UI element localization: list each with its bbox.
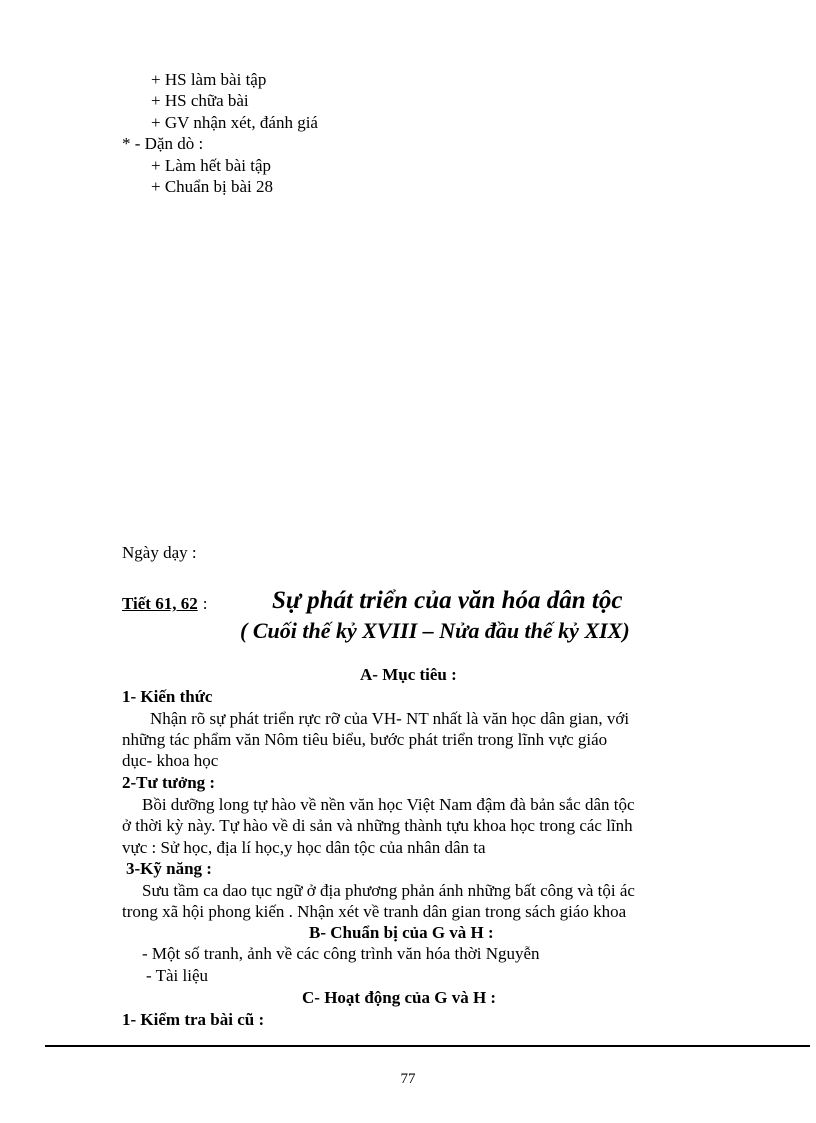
period-colon: : bbox=[202, 594, 208, 613]
skills-line: Sưu tầm ca dao tục ngữ ở địa phương phản ánh những bất công và tội ác bbox=[142, 881, 635, 900]
list-item: + GV nhận xét, đánh giá bbox=[151, 113, 318, 132]
section-a-heading: A- Mục tiêu : bbox=[360, 665, 457, 684]
homework-label: * - Dặn dò : bbox=[122, 134, 204, 153]
period-label-row bbox=[122, 593, 207, 614]
prep-item: - Tài liệu bbox=[146, 966, 208, 985]
knowledge-line: dục- khoa học bbox=[122, 751, 219, 770]
skills-heading: 3-Kỹ năng : bbox=[126, 859, 212, 878]
thought-line: Bồi dưỡng long tự hào về nền văn học Việt Nam đậm đà bản sắc dân tộc bbox=[142, 795, 635, 814]
prep-item: - Một số tranh, ảnh về các công trình văn hóa thời Nguyễn bbox=[142, 944, 540, 963]
list-item: + Chuẩn bị bài 28 bbox=[151, 177, 273, 196]
knowledge-heading: 1- Kiến thức bbox=[122, 687, 213, 706]
review-heading: 1- Kiểm tra bài cũ : bbox=[122, 1010, 265, 1029]
lesson-title: Sự phát triển của văn hóa dân tộc bbox=[272, 587, 623, 614]
thought-heading: 2-Tư tưởng : bbox=[122, 773, 216, 792]
list-item: + HS làm bài tập bbox=[151, 70, 267, 89]
thought-line: ở thời kỳ này. Tự hào về di sản và những thành tựu khoa học trong các lĩnh bbox=[122, 816, 633, 835]
period-label: Tiết 61, 62 bbox=[122, 594, 198, 613]
skills-line: trong xã hội phong kiến . Nhận xét về tranh dân gian trong sách giáo khoa bbox=[122, 902, 627, 921]
date-label: Ngày dạy : bbox=[122, 543, 197, 562]
lesson-subtitle: ( Cuối thế kỷ XVIII – Nửa đầu thế kỷ XIX) bbox=[240, 618, 630, 643]
section-b-heading: B- Chuẩn bị của G và H : bbox=[309, 923, 494, 942]
knowledge-line: Nhận rõ sự phát triển rực rỡ của VH- NT nhất là văn học dân gian, với bbox=[150, 709, 630, 728]
page-number: 77 bbox=[400, 1071, 416, 1087]
list-item: + HS chữa bài bbox=[151, 91, 249, 110]
knowledge-line: những tác phẩm văn Nôm tiêu biểu, bước phát triển trong lĩnh vực giáo bbox=[122, 730, 608, 749]
footer-divider bbox=[45, 1045, 810, 1047]
section-c-heading: C- Hoạt động của G và H : bbox=[302, 988, 497, 1007]
thought-line: vực : Sử học, địa lí học,y học dân tộc của nhân dân ta bbox=[122, 838, 486, 857]
list-item: + Làm hết bài tập bbox=[151, 156, 272, 175]
